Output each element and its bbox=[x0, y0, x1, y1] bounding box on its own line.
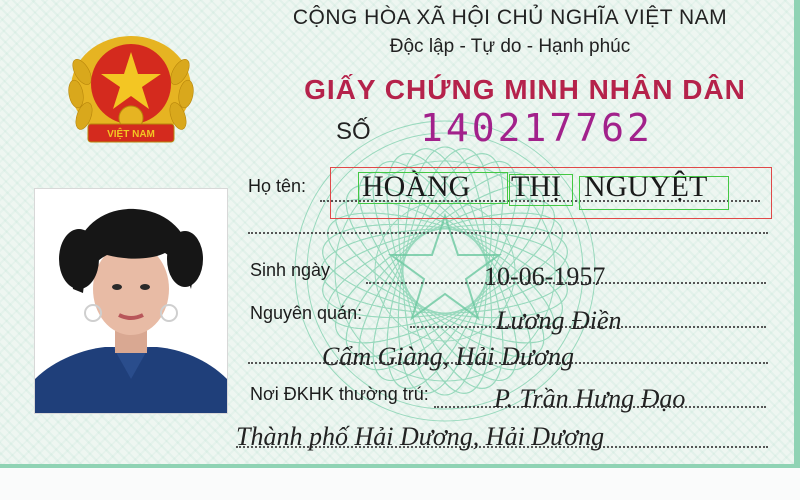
name-second-dotted-line bbox=[248, 232, 768, 234]
residence-line-2: Thành phố Hải Dương, Hải Dương bbox=[236, 422, 605, 451]
portrait-photo bbox=[34, 188, 228, 414]
birth-date: 10-06-1957 bbox=[484, 262, 606, 291]
emblem-text: VIỆT NAM bbox=[107, 129, 155, 140]
residence-label: Nơi ĐKHK thường trú: bbox=[250, 384, 429, 404]
id-number: 140217762 bbox=[420, 106, 653, 150]
country-motto: Độc lập - Tự do - Hạnh phúc bbox=[389, 36, 631, 57]
origin-line-1: Lương Điền bbox=[496, 306, 622, 335]
residence-line-1: P. Trần Hưng Đạo bbox=[494, 384, 686, 413]
scan-background bbox=[0, 468, 800, 500]
name-part-3: NGUYỆT bbox=[584, 170, 708, 203]
name-word-box-2 bbox=[509, 174, 573, 206]
name-label: Họ tên: bbox=[248, 176, 307, 196]
name-word-box-1 bbox=[358, 172, 508, 204]
name-word-box-3 bbox=[579, 176, 729, 210]
birth-label: Sinh ngày bbox=[250, 260, 331, 280]
country-name: CỘNG HÒA XÃ HỘI CHỦ NGHĨA VIỆT NAM bbox=[292, 6, 728, 29]
origin-label: Nguyên quán: bbox=[250, 303, 363, 323]
national-emblem-icon bbox=[62, 32, 200, 156]
id-number-label: SỐ bbox=[336, 118, 371, 145]
portrait-image bbox=[35, 189, 227, 413]
name-part-2: THỊ bbox=[511, 170, 561, 203]
name-part-1: HOÀNG bbox=[362, 170, 471, 203]
origin-line-2: Cẩm Giàng, Hải Dương bbox=[322, 342, 574, 371]
card-title: GIẤY CHỨNG MINH NHÂN DÂN bbox=[304, 74, 746, 105]
